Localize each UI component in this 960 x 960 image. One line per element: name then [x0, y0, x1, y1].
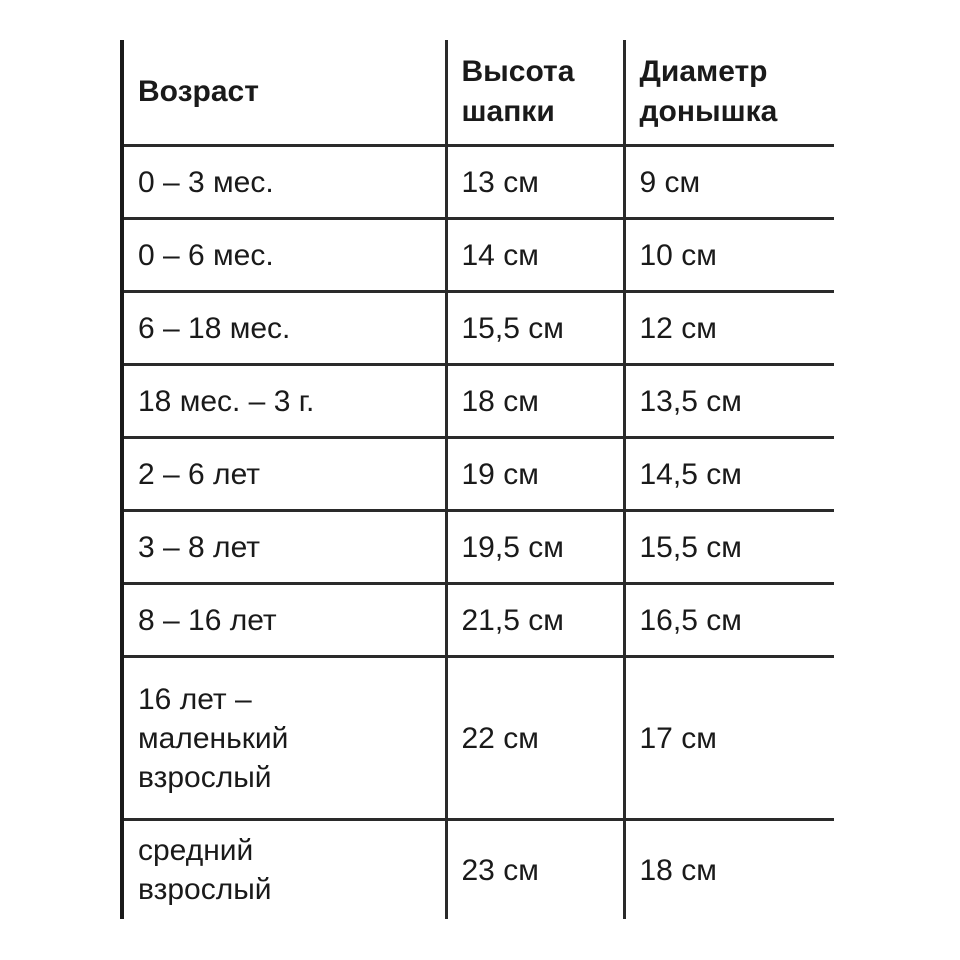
header-row: [122, 40, 834, 146]
header-cap-height-line2: шапки: [461, 95, 555, 128]
age-cell: [122, 584, 446, 657]
height-cell: 22 см: [446, 657, 624, 820]
diameter-cell: 18 см: [624, 820, 834, 920]
header-bottom-diameter: [624, 40, 834, 146]
header-age: [122, 40, 446, 146]
table-row: [122, 438, 834, 511]
height-cell: 18 см: [446, 365, 624, 438]
diameter-cell: 17 см: [624, 657, 834, 820]
age-cell: [122, 292, 446, 365]
diameter-cell: 10 см: [624, 219, 834, 292]
header-cap-height: [446, 40, 624, 146]
height-cell: 19 см: [446, 438, 624, 511]
table-row: [122, 820, 834, 920]
size-table: [120, 40, 834, 919]
age-cell: [122, 365, 446, 438]
header-bottom-diameter-line1: Диаметр: [639, 54, 768, 88]
age-text: 0 – 3 мес.: [138, 165, 274, 199]
table-row: [122, 219, 834, 292]
table-row: [122, 657, 834, 820]
header-age-text: Возраст: [138, 74, 259, 108]
height-cell: 13 см: [446, 146, 624, 219]
age-text-line2: маленький: [138, 721, 289, 755]
height-cell: 14 см: [446, 219, 624, 292]
diameter-cell: 12 см: [624, 292, 834, 365]
diameter-cell: 16,5 см: [624, 584, 834, 657]
height-cell: 21,5 см: [446, 584, 624, 657]
table-row: [122, 292, 834, 365]
age-cell: [122, 820, 446, 920]
table-row: [122, 511, 834, 584]
age-text-line1: средний: [138, 834, 254, 867]
diameter-cell: 9 см: [624, 146, 834, 219]
age-text: 8 – 16 лет: [138, 603, 277, 637]
table-row: [122, 584, 834, 657]
age-cell: [122, 657, 446, 820]
diameter-cell: 13,5 см: [624, 365, 834, 438]
diameter-cell: 15,5 см: [624, 511, 834, 584]
age-text-line1: 16 лет –: [138, 682, 252, 716]
age-text: 3 – 8 лет: [138, 530, 260, 564]
age-cell: [122, 219, 446, 292]
header-bottom-diameter-line2: донышка: [639, 95, 778, 128]
height-cell: 15,5 см: [446, 292, 624, 365]
header-cap-height-line1: Высота: [461, 54, 575, 88]
diameter-cell: 14,5 см: [624, 438, 834, 511]
age-text: 0 – 6 мес.: [138, 238, 274, 272]
table-row: [122, 146, 834, 219]
age-cell: [122, 146, 446, 219]
age-text: 6 – 18 мес.: [138, 311, 291, 345]
age-cell: [122, 438, 446, 511]
age-text-line3: взрослый: [138, 760, 272, 794]
age-text-line2: взрослый: [138, 873, 272, 906]
age-text: 2 – 6 лет: [138, 457, 260, 491]
age-text: 18 мес. – 3 г.: [138, 384, 315, 418]
height-cell: 23 см: [446, 820, 624, 920]
age-cell: [122, 511, 446, 584]
table-row: [122, 365, 834, 438]
height-cell: 19,5 см: [446, 511, 624, 584]
